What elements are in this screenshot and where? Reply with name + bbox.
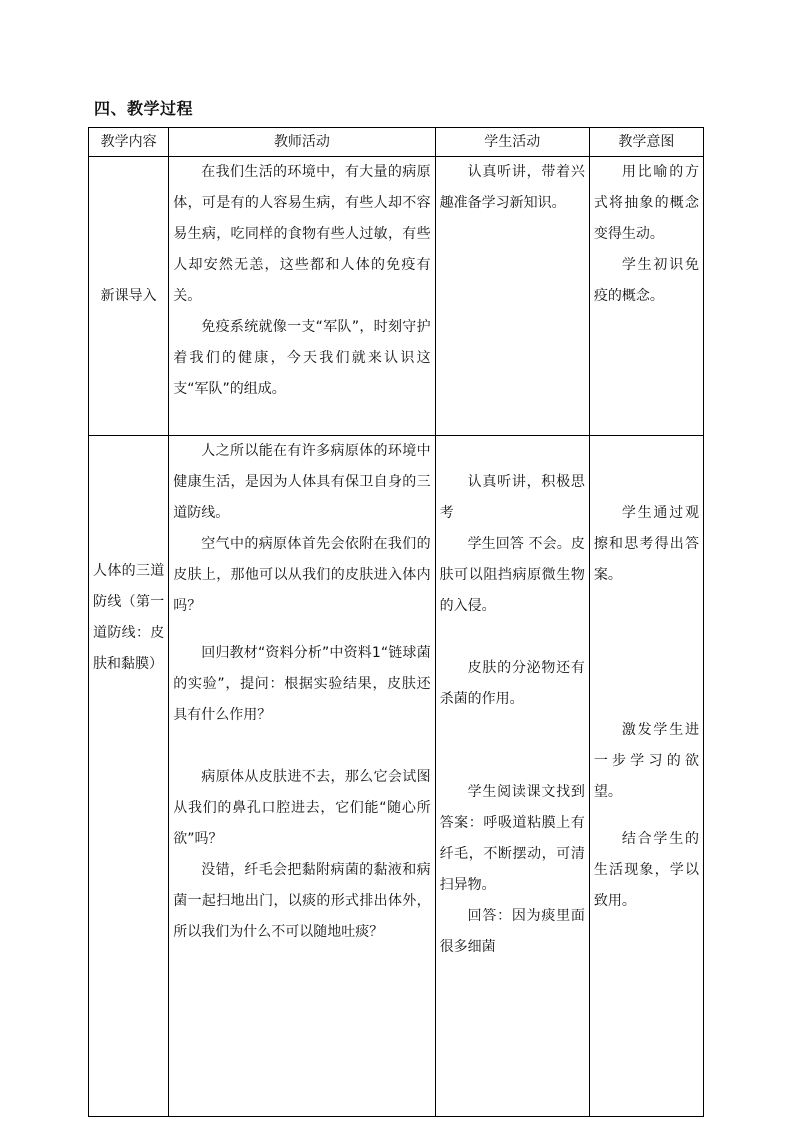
student-paragraph: 学生阅读课文找到答案：呼吸道粘膜上有纤毛，不断摆动，可清扫异物。 [439,784,585,893]
cell-student [435,157,589,436]
intent-paragraph: 激发学生进一步学习的欲望。 [593,722,699,800]
cell-content [89,157,169,436]
cell-teacher [169,436,435,1117]
student-paragraph: 学生回答 不会。皮肤可以阻挡病原微生物的入侵。 [439,536,585,614]
intent-paragraph: 学生初识免疫的概念。 [593,257,699,304]
header-content: 教学内容 [89,128,169,157]
cell-student [435,436,589,1117]
table-row [89,436,704,1117]
teacher-paragraph: 在我们生活的环境中，有大量的病原体，可是有的人容易生病，有些人却不容易生病，吃同样的食物有些人过敏，有些人却安然无恙，这些都和人体的免疫有关。 [173,164,431,304]
intent-paragraph: 用比喻的方式将抽象的概念变得生动。 [593,164,699,242]
student-paragraph: 认真听讲，积极思考 [439,474,585,521]
teacher-paragraph: 没错，纤毛会把黏附病菌的黏液和病菌一起扫地出门，以痰的形式排出体外，所以我们为什么不可以随地吐痰？ [173,862,431,940]
table-header-row [89,128,704,157]
cell-intent [589,436,703,1117]
teacher-paragraph: 人之所以能在有许多病原体的环境中健康生活，是因为人体具有保卫自身的三道防线。 [173,443,431,521]
student-paragraph: 回答：因为痰里面很多细菌 [439,908,585,955]
content-label: 人体的三道防线（第一道防线：皮肤和黏膜） [93,563,165,672]
teacher-paragraph: 免疫系统就像一支“军队”，时刻守护着我们的健康，今天我们就来认识这支“军队”的组成。 [173,319,431,397]
header-intent: 教学意图 [589,128,703,157]
section-title: 四、教学过程 [94,99,194,118]
intent-paragraph: 结合学生的生活现象，学以致用。 [593,831,699,909]
header-student: 学生活动 [435,128,589,157]
teaching-process-table [88,127,704,1117]
content-label: 新课导入 [100,287,157,304]
cell-intent [589,157,703,436]
teacher-paragraph: 空气中的病原体首先会依附在我们的皮肤上，那他可以从我们的皮肤进入体内吗？ [173,536,431,614]
cell-content [89,436,169,1117]
teacher-paragraph: 回归教材“资料分析”中资料1“链球菌的实验”，提问：根据实验结果，皮肤还具有什么作用？ [173,645,431,723]
cell-teacher [169,157,435,436]
intent-paragraph: 学生通过观擦和思考得出答案。 [593,505,699,583]
header-teacher: 教师活动 [169,128,435,157]
student-paragraph: 皮肤的分泌物还有杀菌的作用。 [439,660,585,707]
teacher-paragraph: 病原体从皮肤进不去，那么它会试图从我们的鼻孔口腔进去，它们能“随心所欲”吗？ [173,769,431,847]
table-row [89,157,704,436]
student-paragraph: 认真听讲，带着兴趣准备学习新知识。 [439,164,585,211]
